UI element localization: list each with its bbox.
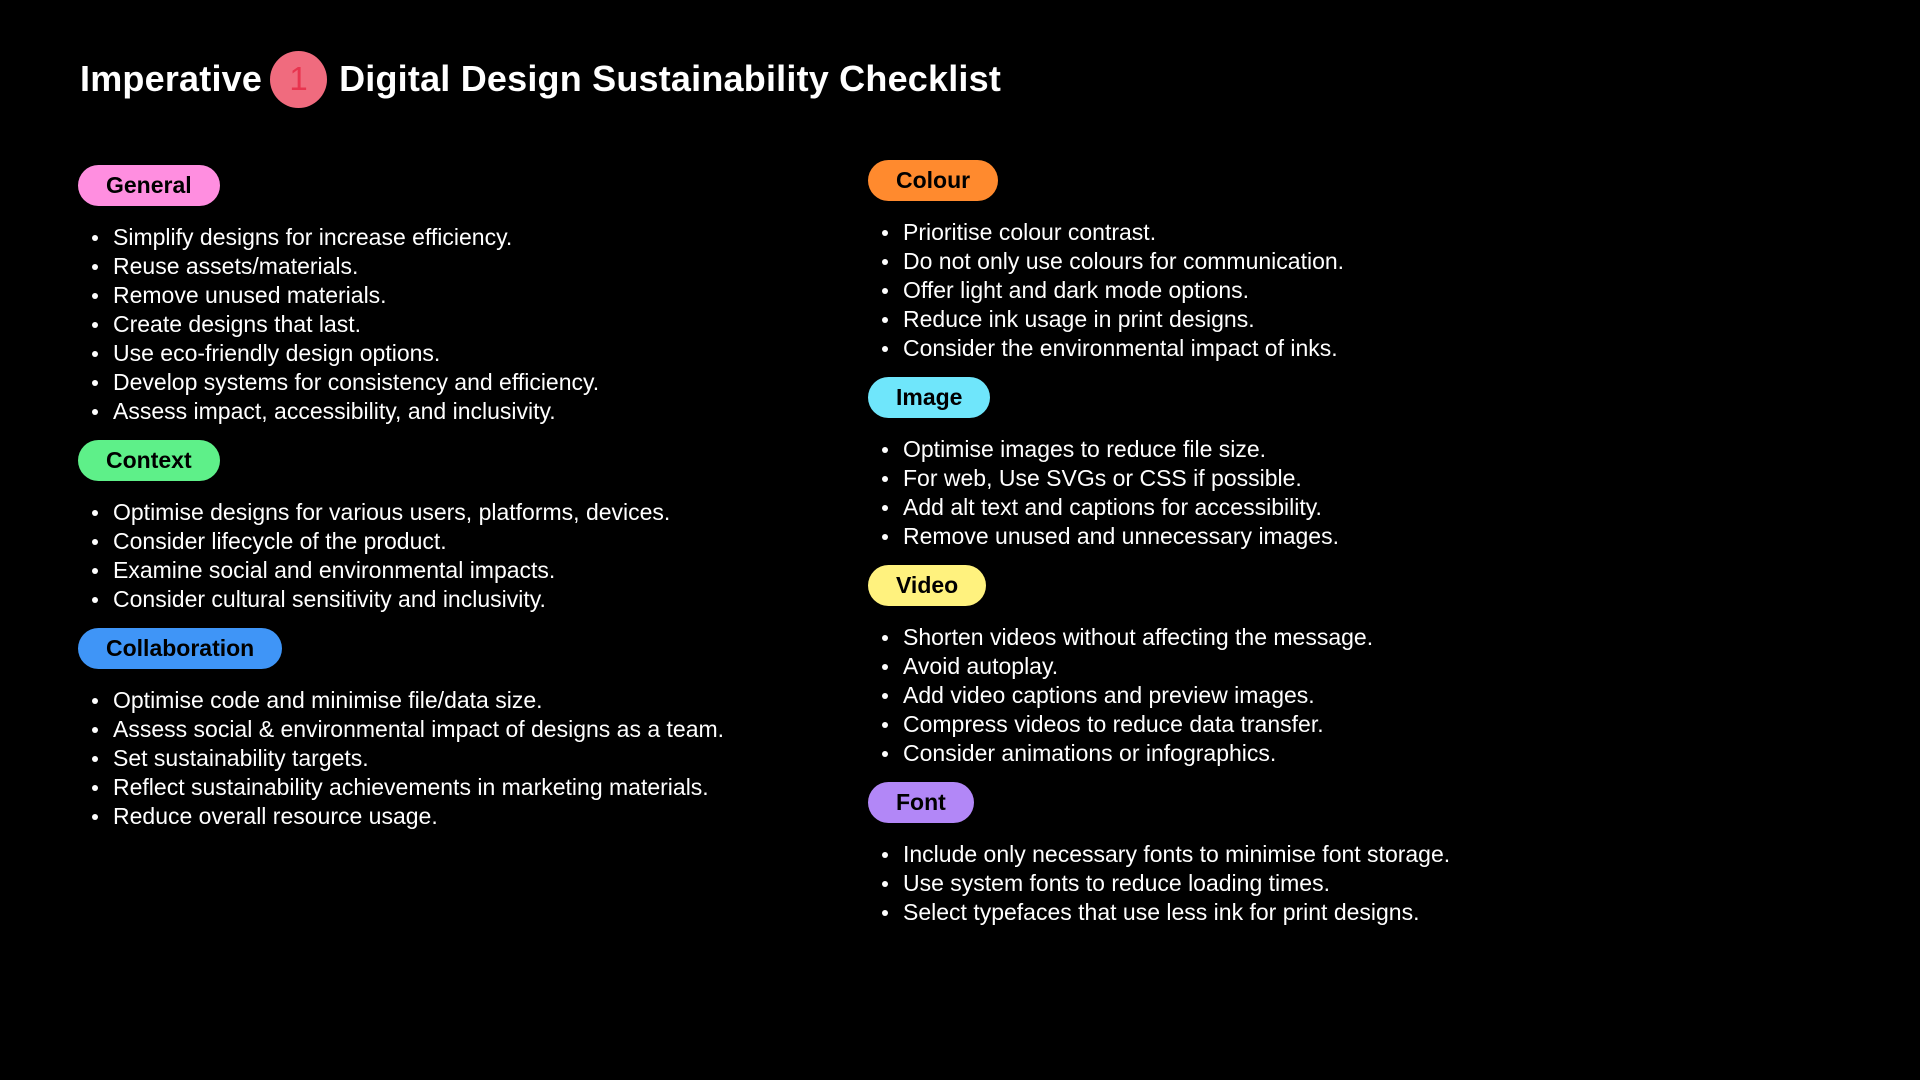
right-column — [868, 160, 1628, 927]
section-font — [868, 782, 1628, 927]
font-list — [868, 840, 1628, 927]
list-item: Examine social and environmental impacts. — [78, 556, 838, 585]
video-list — [868, 623, 1628, 768]
list-item: Create designs that last. — [78, 310, 838, 339]
context-list — [78, 498, 838, 614]
page-title: Digital Design Sustainability Checklist — [339, 58, 1002, 99]
image-list — [868, 435, 1628, 551]
list-item: Use system fonts to reduce loading times. — [868, 869, 1628, 898]
list-item: Add video captions and preview images. — [868, 681, 1628, 710]
section-collaboration — [78, 628, 838, 831]
context-pill: Context — [78, 440, 220, 481]
list-item: Consider lifecycle of the product. — [78, 527, 838, 556]
video-pill: Video — [868, 565, 986, 606]
list-item: Consider animations or infographics. — [868, 739, 1628, 768]
section-video — [868, 565, 1628, 768]
colour-pill: Colour — [868, 160, 998, 201]
list-item: Use eco-friendly design options. — [78, 339, 838, 368]
list-item: Include only necessary fonts to minimise font storage. — [868, 840, 1628, 869]
section-colour — [868, 160, 1628, 363]
list-item: Consider cultural sensitivity and inclusivity. — [78, 585, 838, 614]
list-item: Optimise designs for various users, platforms, devices. — [78, 498, 838, 527]
left-column — [78, 165, 838, 831]
list-item: Remove unused materials. — [78, 281, 838, 310]
list-item: Reduce ink usage in print designs. — [868, 305, 1628, 334]
imperative-number-badge: 1 — [270, 51, 327, 108]
font-pill: Font — [868, 782, 974, 823]
collaboration-list — [78, 686, 838, 831]
general-pill: General — [78, 165, 220, 206]
general-list — [78, 223, 838, 426]
list-item: Avoid autoplay. — [868, 652, 1628, 681]
list-item: Compress videos to reduce data transfer. — [868, 710, 1628, 739]
list-item: Set sustainability targets. — [78, 744, 838, 773]
section-general — [78, 165, 838, 426]
colour-list — [868, 218, 1628, 363]
list-item: Simplify designs for increase efficiency. — [78, 223, 838, 252]
list-item: Assess social & environmental impact of designs as a team. — [78, 715, 838, 744]
list-item: Reflect sustainability achievements in marketing materials. — [78, 773, 838, 802]
list-item: Do not only use colours for communication. — [868, 247, 1628, 276]
image-pill: Image — [868, 377, 990, 418]
list-item: Reduce overall resource usage. — [78, 802, 838, 831]
list-item: For web, Use SVGs or CSS if possible. — [868, 464, 1628, 493]
list-item: Remove unused and unnecessary images. — [868, 522, 1628, 551]
title-prefix: Imperative — [80, 58, 263, 99]
list-item: Optimise images to reduce file size. — [868, 435, 1628, 464]
list-item: Prioritise colour contrast. — [868, 218, 1628, 247]
list-item: Shorten videos without affecting the message. — [868, 623, 1628, 652]
list-item: Add alt text and captions for accessibility. — [868, 493, 1628, 522]
list-item: Optimise code and minimise file/data size. — [78, 686, 838, 715]
list-item: Develop systems for consistency and efficiency. — [78, 368, 838, 397]
section-image — [868, 377, 1628, 551]
page-header — [80, 50, 1001, 108]
list-item: Offer light and dark mode options. — [868, 276, 1628, 305]
list-item: Consider the environmental impact of inks. — [868, 334, 1628, 363]
list-item: Select typefaces that use less ink for print designs. — [868, 898, 1628, 927]
list-item: Reuse assets/materials. — [78, 252, 838, 281]
collaboration-pill: Collaboration — [78, 628, 282, 669]
section-context — [78, 440, 838, 614]
list-item: Assess impact, accessibility, and inclusivity. — [78, 397, 838, 426]
